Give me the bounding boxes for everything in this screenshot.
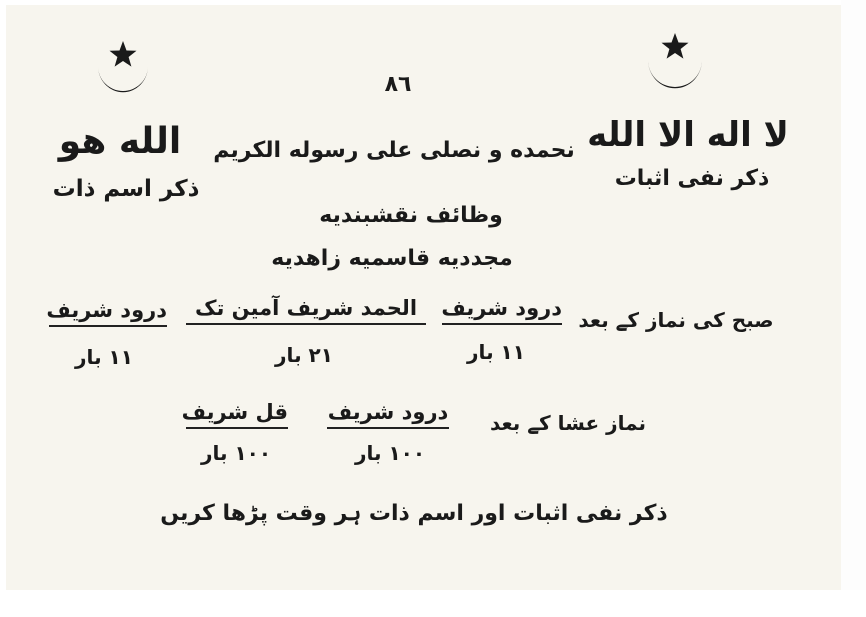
left-caption: ذکر اسم ذات (52, 176, 200, 202)
right-calligraphy: لا اله الا الله (587, 115, 789, 155)
salutation-line: نحمده و نصلی علی رسوله الکریم (213, 138, 575, 163)
evening-item-2-name: قل شریف (186, 402, 288, 429)
page-number: ٨٦ (384, 72, 412, 97)
scan-edge-bottom (0, 590, 866, 617)
right-caption: ذکر نفی اثبات (614, 166, 770, 191)
crescent-star-icon-right (644, 30, 706, 92)
evening-item-1-count: ۱۰۰ بار (354, 441, 426, 465)
morning-item-1-count: ۱۱ بار (467, 340, 525, 364)
evening-label: نماز عشا کے بعد (489, 411, 647, 435)
evening-item-1-name: درود شریف (327, 402, 449, 429)
left-calligraphy: الله هو (58, 121, 182, 162)
morning-item-3-name: درود شریف (49, 300, 167, 327)
morning-item-2-name: الحمد شریف آمین تک (186, 298, 426, 325)
scan-edge-right (841, 0, 866, 617)
crescent-star-icon-left (92, 38, 154, 100)
title-line: وظائف نقشبندیه (319, 203, 503, 228)
morning-item-3-count: ۱۱ بار (75, 345, 133, 369)
morning-label: صبح کی نماز کے بعد (578, 308, 774, 332)
footer-instruction: ذکر نفی اثبات اور اسم ذات ہر وقت پڑھا کریں (160, 501, 668, 526)
morning-item-1-name: درود شریف (442, 298, 562, 325)
subtitle-line: مجددیه قاسمیه زاهدیه (271, 246, 513, 271)
morning-item-2-count: ۲۱ بار (275, 343, 333, 367)
evening-item-2-count: ۱۰۰ بار (200, 441, 272, 465)
